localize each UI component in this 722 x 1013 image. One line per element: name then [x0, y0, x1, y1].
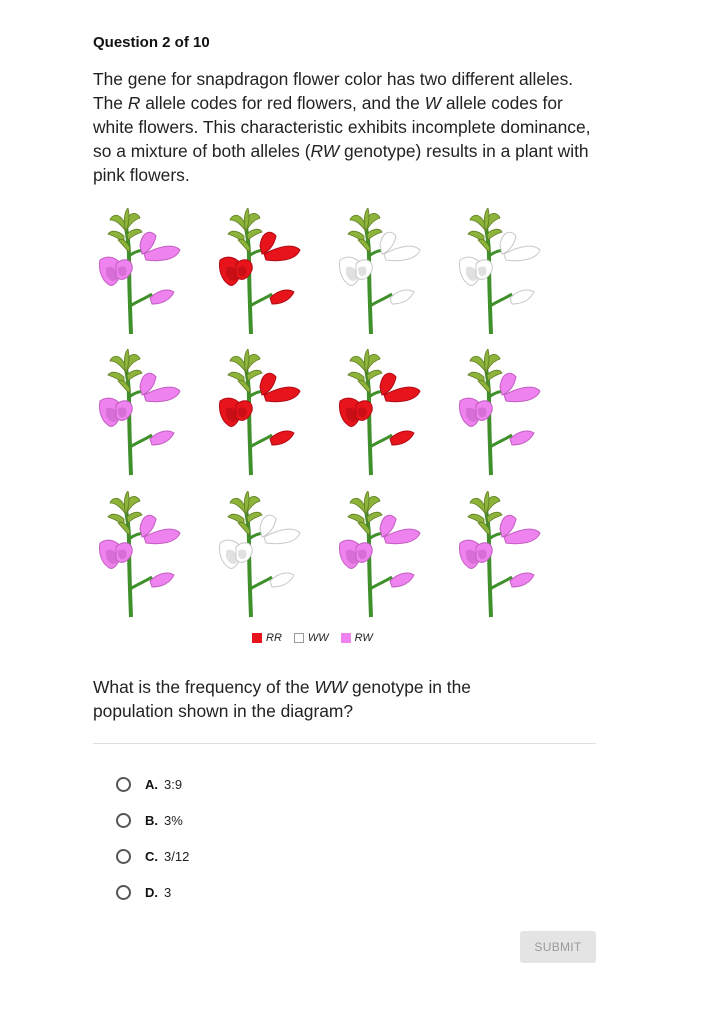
option-b[interactable] — [116, 802, 189, 838]
legend-swatch — [252, 633, 262, 643]
legend-label: RW — [354, 632, 373, 644]
question-text-part: allele codes for red flowers, and the — [140, 93, 425, 113]
option-text: 3 — [164, 884, 172, 900]
option-letter: B. — [145, 812, 158, 828]
answer-options — [116, 766, 189, 910]
option-a[interactable] — [116, 766, 189, 802]
legend-item-rr — [252, 632, 282, 644]
question-counter: Question 2 of 10 — [93, 34, 210, 51]
option-letter: C. — [145, 848, 158, 864]
question-text — [93, 67, 593, 187]
option-text: 3:9 — [164, 776, 183, 792]
radio-icon[interactable] — [116, 813, 131, 828]
question-prompt — [93, 675, 533, 723]
plant-rr — [216, 349, 306, 477]
plant-rw — [456, 349, 546, 477]
option-c[interactable] — [116, 838, 189, 874]
legend-label: WW — [307, 632, 329, 644]
divider — [93, 743, 596, 744]
legend-swatch — [341, 633, 351, 643]
prompt-text-part: What is the frequency of the — [93, 677, 315, 697]
allele-r-label: R — [127, 93, 141, 113]
plant-rw — [96, 349, 186, 477]
option-text: 3% — [164, 812, 183, 828]
legend-label: RR — [266, 632, 282, 644]
genotype-rw-label: RW — [310, 141, 340, 161]
plant-rw — [96, 491, 186, 619]
option-text: 3/12 — [164, 848, 190, 864]
legend — [252, 630, 373, 646]
prompt-text-part: genotype in the population shown in the diagram? — [93, 677, 471, 721]
plant-rr — [216, 208, 306, 336]
plant-ww — [216, 491, 306, 619]
submit-button[interactable]: SUBMIT — [520, 931, 596, 963]
legend-item-rw — [341, 632, 373, 644]
option-letter: A. — [145, 776, 158, 792]
question-text-part: The gene for snapdragon flower color has two different alleles. The — [93, 69, 574, 113]
legend-swatch — [294, 633, 304, 643]
radio-icon[interactable] — [116, 885, 131, 900]
option-letter: D. — [145, 884, 158, 900]
question-text-part: allele codes for white flowers. This characteristic exhibits incomplete dominance, so a mixture of both alleles ( — [93, 93, 591, 161]
plant-rw — [336, 491, 426, 619]
plant-ww — [336, 208, 426, 336]
plant-rr — [336, 349, 426, 477]
radio-icon[interactable] — [116, 849, 131, 864]
legend-item-ww — [294, 632, 329, 644]
radio-icon[interactable] — [116, 777, 131, 792]
plant-rw — [456, 491, 546, 619]
option-d[interactable] — [116, 874, 189, 910]
plant-rw — [96, 208, 186, 336]
plant-diagram — [96, 208, 556, 618]
question-text-part: genotype) results in a plant with pink flowers. — [93, 141, 589, 185]
genotype-ww-label: WW — [314, 677, 348, 697]
allele-w-label: W — [424, 93, 441, 113]
plant-ww — [456, 208, 546, 336]
